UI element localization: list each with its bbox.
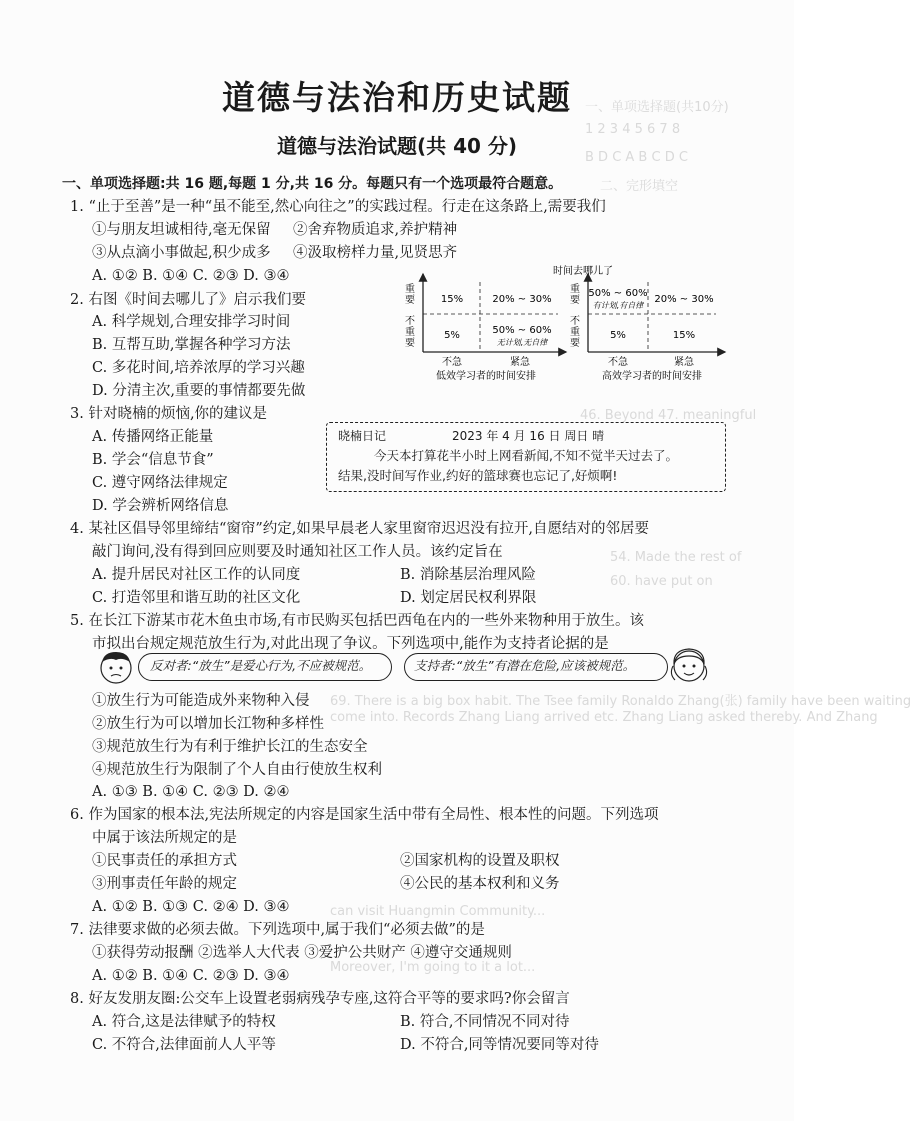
diary-line-2: 结果,没时间写作业,约好的篮球赛也忘记了,好烦啊! (338, 468, 618, 483)
question-6-option: ③刑事责任年龄的规定 (92, 876, 237, 892)
question-1-answers: A. ①② B. ①④ C. ②③ D. ③④ (92, 268, 290, 284)
question-4-stem: 4. 某社区倡导邻里缔结“窗帘”约定,如果早晨老人家里窗帘迟迟没有拉开,自愿结对的邻居要 (70, 521, 649, 537)
left-xlabel-urgent: 紧急 (510, 357, 530, 368)
left-quadrant-tr: 20% ~ 30% (492, 294, 552, 305)
question-4-option-a: A. 提升居民对社区工作的认同度 (92, 567, 301, 583)
question-8-option-d: D. 不符合,同等情况要同等对待 (400, 1037, 599, 1053)
question-4-option-c: C. 打造邻里和谐互助的社区文化 (92, 590, 301, 606)
left-ylabel-important: 重要 (405, 284, 415, 306)
left-quadrant-br-note: 无计划,无自律 (496, 338, 548, 347)
opponent-statement: 反对者:“放生”是爱心行为,不应被规范。 (150, 658, 372, 673)
supporter-statement: 支持者:“放生”有潜在危险,应该被规范。 (414, 658, 636, 673)
question-4-stem-cont: 敲门询问,没有得到回应则要及时通知社区工作人员。该约定旨在 (92, 544, 503, 560)
question-3-option-d: D. 学会辨析网络信息 (92, 498, 229, 514)
question-7-answers: A. ①② B. ①④ C. ②③ D. ③④ (92, 968, 290, 984)
bleed-through-text: 60. have put on (610, 574, 713, 589)
question-5-stem-cont: 市拟出台规定规范放生行为,对此出现了争议。下列选项中,能作为支持者论据的是 (92, 636, 609, 652)
right-quadrant-tl: 50% ~ 60% (588, 288, 648, 299)
opponent-avatar-icon (96, 648, 140, 686)
question-6-stem: 6. 作为国家的根本法,宪法所规定的内容是国家生活中带有全局性、根本性的问题。下列选项 (70, 807, 659, 823)
question-3-option-c: C. 遵守网络法律规定 (92, 475, 228, 491)
right-ylabel-important: 重要 (570, 284, 580, 306)
question-1-option: ①与朋友坦诚相待,毫无保留 (92, 222, 271, 238)
left-quadrant-tl: 15% (440, 294, 464, 305)
question-3-stem: 3. 针对晓楠的烦恼,你的建议是 (70, 406, 268, 422)
question-8-stem: 8. 好友发朋友圈:公交车上设置老弱病残孕专座,这符合平等的要求吗?你会留言 (70, 991, 570, 1007)
right-quadrant-tr: 20% ~ 30% (654, 294, 714, 305)
question-2-option-c: C. 多花时间,培养浓厚的学习兴趣 (92, 360, 305, 376)
bleed-through-text: 1 2 3 4 5 6 7 8 (585, 122, 681, 137)
left-quadrant-br: 50% ~ 60% (492, 325, 552, 336)
time-quadrant-figure (398, 262, 728, 392)
section-subtitle: 道德与法治试题(共 40 分) (276, 134, 518, 158)
bleed-through-text: can visit Huangmin Community... (330, 904, 546, 919)
diary-date: 2023 年 4 月 16 日 周日 晴 (452, 429, 605, 443)
bleed-through-text: come into. Records Zhang Liang arrived etc. Zhang Liang asked thereby. And Zhang (330, 710, 878, 725)
figure-title: 时间去哪儿了 (553, 266, 613, 277)
question-3-option-a: A. 传播网络正能量 (92, 429, 214, 445)
right-xlabel-urgent: 紧急 (674, 357, 694, 368)
supporter-avatar-icon (667, 644, 711, 686)
bleed-through-text: 一、单项选择题(共10分) (585, 100, 729, 115)
question-2-option-b: B. 互帮互助,掌握各种学习方法 (92, 337, 291, 353)
right-quadrant-bl: 5% (610, 330, 626, 341)
question-8-option-b: B. 符合,不同情况不同对待 (400, 1014, 570, 1030)
right-caption: 高效学习者的时间安排 (602, 371, 702, 382)
question-1-option: ④汲取榜样力量,见贤思齐 (293, 245, 458, 261)
left-ylabel-unimportant: 不重要 (405, 316, 415, 349)
question-8-option-a: A. 符合,这是法律赋予的特权 (92, 1014, 276, 1030)
bleed-through-text: B D C A B C D C (585, 150, 688, 165)
bleed-through-text: 54. Made the rest of (610, 550, 742, 565)
right-ylabel-unimportant: 不重要 (570, 316, 580, 349)
question-5-answers: A. ①③ B. ①④ C. ②③ D. ②④ (92, 784, 290, 800)
question-5-option: ②放生行为可以增加长江物种多样性 (92, 716, 324, 732)
question-7-stem: 7. 法律要求做的必须去做。下列选项中,属于我们“必须去做”的是 (70, 922, 485, 938)
question-1-option: ③从点滴小事做起,积少成多 (92, 245, 271, 261)
right-quadrant-br: 15% (672, 330, 696, 341)
question-1-stem: 1. “止于至善”是一种“虽不能至,然心向往之”的实践过程。行走在这条路上,需要我们 (70, 199, 606, 215)
question-6-option: ④公民的基本权利和义务 (400, 876, 560, 892)
question-8-option-c: C. 不符合,法律面前人人平等 (92, 1037, 276, 1053)
question-4-option-b: B. 消除基层治理风险 (400, 567, 536, 583)
bleed-through-text: 二、完形填空 (600, 179, 679, 194)
question-4-option-d: D. 划定居民权利界限 (400, 590, 537, 606)
question-6-stem-cont: 中属于该法所规定的是 (92, 830, 237, 846)
left-xlabel-not-urgent: 不急 (442, 357, 462, 368)
bleed-through-text: Moreover, I'm going to it a lot... (330, 960, 536, 975)
question-5-option: ③规范放生行为有利于维护长江的生态安全 (92, 739, 368, 755)
question-6-answers: A. ①② B. ①③ C. ②④ D. ③④ (92, 899, 290, 915)
question-6-option: ②国家机构的设置及职权 (400, 853, 560, 869)
question-3-option-b: B. 学会“信息节食” (92, 452, 214, 468)
right-xlabel-not-urgent: 不急 (608, 357, 628, 368)
diary-header: 晓楠日记 (338, 429, 387, 443)
left-quadrant-bl: 5% (444, 330, 460, 341)
page-title: 道德与法治和历史试题 (222, 78, 572, 117)
question-2-option-a: A. 科学规划,合理安排学习时间 (92, 314, 291, 330)
question-5-option: ④规范放生行为限制了个人自由行使放生权利 (92, 762, 382, 778)
bleed-through-text: 46. Beyond 47. meaningful (580, 408, 757, 423)
question-2-stem: 2. 右图《时间去哪儿了》启示我们要 (70, 292, 306, 308)
question-7-options: ①获得劳动报酬 ②选举人大代表 ③爱护公共财产 ④遵守交通规则 (92, 945, 512, 961)
question-5-option: ①放生行为可能造成外来物种入侵 (92, 693, 310, 709)
section-heading: 一、单项选择题:共 16 题,每题 1 分,共 16 分。每题只有一个选项最符合题意。 (62, 176, 563, 192)
bleed-through-text: 69. There is a big box habit. The Tsee family Ronaldo Zhang(张) family have been waiting (330, 694, 911, 709)
question-1-option: ②舍弃物质追求,养护精神 (293, 222, 458, 238)
question-2-option-d: D. 分清主次,重要的事情都要先做 (92, 383, 306, 399)
question-5-stem: 5. 在长江下游某市花木鱼虫市场,有市民购买包括巴西龟在内的一些外来物种用于放生。该 (70, 613, 645, 629)
diary-line-1: 今天本打算花半小时上网看新闻,不知不觉半天过去了。 (374, 448, 678, 463)
right-quadrant-tl-note: 有计划,有自律 (592, 301, 644, 310)
question-6-option: ①民事责任的承担方式 (92, 853, 237, 869)
left-caption: 低效学习者的时间安排 (436, 371, 536, 382)
